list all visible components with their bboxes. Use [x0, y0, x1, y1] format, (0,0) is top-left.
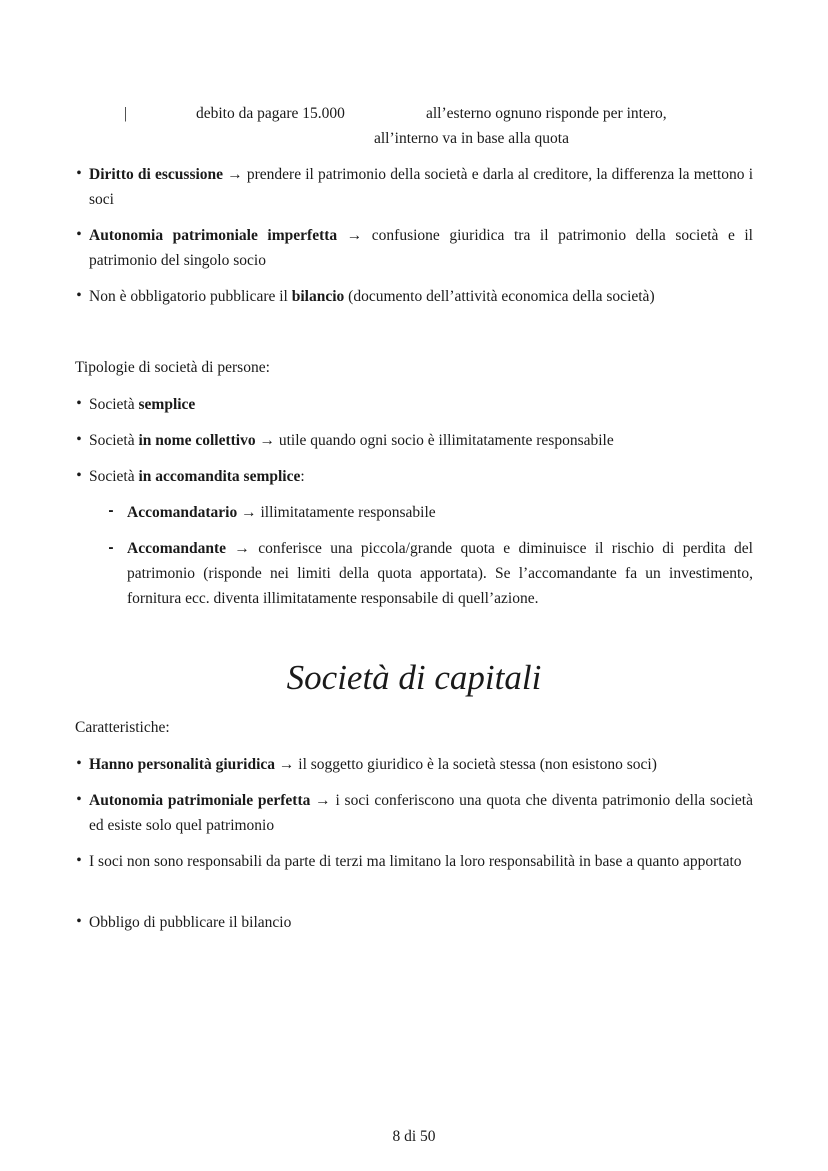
dash-marker: -: [108, 502, 114, 519]
term-label: Hanno personalità giuridica: [89, 756, 276, 773]
bullet-marker: •: [76, 791, 82, 808]
bullet-marker: •: [76, 165, 82, 182]
bullet-marker: •: [76, 431, 82, 448]
sub-list-item: [127, 500, 753, 525]
list-item: [89, 752, 753, 777]
list-item: [89, 464, 753, 489]
term-label: semplice: [138, 396, 196, 413]
item-text: → illimitatamente responsabile: [237, 504, 436, 521]
item-text: → utile quando ogni socio è illimitatamente responsabile: [255, 432, 614, 449]
list-item: [89, 849, 753, 874]
bullet-marker: •: [76, 395, 82, 412]
term-label: Accomandatario: [127, 504, 238, 521]
item-text: Obbligo di pubblicare il bilancio: [89, 914, 292, 931]
item-text: → prendere il patrimonio della società e darla al creditore, la differenza la mettono i soci: [89, 166, 753, 208]
bullet-marker: •: [76, 467, 82, 484]
item-text: I soci non sono responsabili da parte di terzi ma limitano la loro responsabilità in base a quanto apportato: [89, 853, 742, 870]
term-label: Diritto di escussione: [89, 166, 224, 183]
list-item: [89, 910, 753, 935]
term-label: Autonomia patrimoniale perfetta: [89, 792, 311, 809]
item-text: → confusione giuridica tra il patrimonio della società e il patrimonio del singolo socio: [89, 227, 753, 269]
term-label: bilancio: [291, 288, 345, 305]
table-cell-note-line2: all’interno va in base alla quota: [374, 130, 569, 147]
term-label: Autonomia patrimoniale imperfetta: [89, 227, 338, 244]
item-text-pre: Società: [89, 432, 139, 449]
bullet-marker: •: [76, 226, 82, 243]
term-label: in nome collettivo: [138, 432, 256, 449]
list-item: [89, 162, 753, 212]
list-item: [89, 392, 753, 417]
item-text: → i soci conferiscono una quota che diventa patrimonio della società ed esiste solo quel patrimonio: [89, 792, 753, 834]
bullet-marker: •: [76, 287, 82, 304]
dash-marker: -: [108, 539, 114, 556]
term-label: Accomandante: [127, 540, 227, 557]
table-cell-note-line1: all’esterno ognuno risponde per intero,: [426, 105, 667, 122]
bullet-marker: •: [76, 913, 82, 930]
tipologie-intro: Tipologie di società di persone:: [75, 359, 270, 376]
item-text: → il soggetto giuridico è la società stessa (non esistono soci): [275, 756, 657, 773]
page-number: 8 di 50: [392, 1128, 436, 1145]
item-text: :: [300, 468, 305, 485]
table-cell-debt: debito da pagare 15.000: [196, 105, 345, 122]
bullet-marker: •: [76, 852, 82, 869]
table-cell-marker: |: [124, 105, 128, 122]
item-text: → conferisce una piccola/grande quota e diminuisce il rischio di perdita del patrimonio (risponde nei limiti della quota apportata). Se l’accomandante fa un investimento, fornitura ecc. diventa illimitatamente responsabile di quell’azione.: [127, 540, 753, 607]
item-text-pre: Non è obbligatorio pubblicare il: [89, 288, 292, 305]
term-label: in accomandita semplice: [138, 468, 301, 485]
section-intro: Caratteristiche:: [75, 719, 170, 736]
item-text-pre: Società: [89, 468, 139, 485]
list-item: [89, 788, 753, 838]
item-text: (documento dell’attività economica della società): [344, 288, 655, 305]
list-item: [89, 284, 753, 309]
item-text-pre: Società: [89, 396, 139, 413]
sub-list-item: [127, 536, 753, 611]
list-item: [89, 223, 753, 273]
list-item: [89, 428, 753, 453]
bullet-marker: •: [76, 755, 82, 772]
section-title: Società di capitali: [286, 658, 542, 697]
